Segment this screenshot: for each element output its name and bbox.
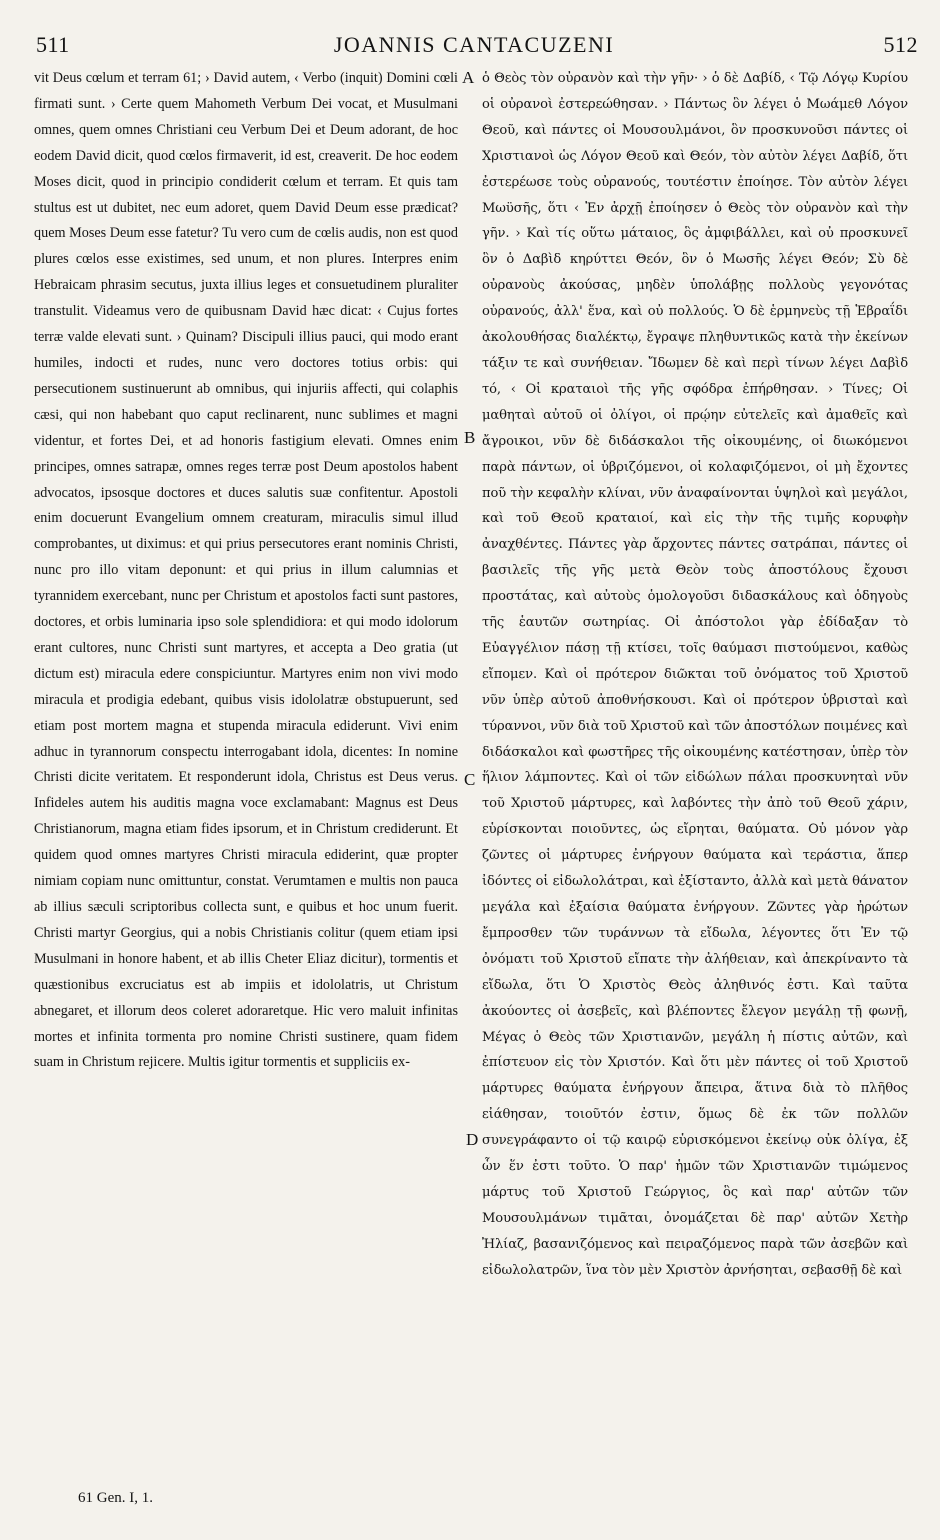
section-marker-a: A xyxy=(462,68,475,87)
section-marker-b: B xyxy=(464,428,476,447)
page-header xyxy=(30,30,918,64)
footnote: 61 Gen. I, 1. xyxy=(78,1490,153,1506)
page-number-right: 512 xyxy=(883,32,918,57)
section-marker-c: C xyxy=(464,770,476,789)
page-number-left: 511 xyxy=(36,32,70,57)
running-title: JOANNIS CANTACUZENI xyxy=(333,32,615,57)
greek-column xyxy=(482,66,908,1454)
section-marker-d: D xyxy=(466,1130,479,1149)
latin-column xyxy=(34,66,458,1454)
greek-text: ὁ Θεὸς τὸν οὐρανὸν καὶ τὴν γῆν· › ὁ δὲ Δαβίδ, ‹ Τῷ Λόγῳ Κυρίου οἱ οὐρανοὶ ἐστερεώθησαν. › Πάντως ὃν λέγει ὁ Μωάμεθ Λόγον Θεοῦ, καὶ πάντες οἱ Μουσουλμάνοι, ὃν προσκυνοῦσι πάντες οἱ Χριστιανοὶ ὡς Λόγον Θεοῦ καὶ Θεόν, τὸν αὐτὸν λέγει Δαβίδ, ὅτι ἐστερέωσε τοὺς οὐρανούς, τουτέστιν ἐποίησε. Τὸν αὐτὸν λέγει Μωϋσῆς, ὅτι ‹ Ἐν ἀρχῇ ἐποίησεν ὁ Θεὸς τὸν οὐρανὸν καὶ τὴν γῆν. › Καὶ τίς οὕτω μάταιος, ὃς ἀμφιβάλλει, καὶ οὐ προσκυνεῖ ὃν ὁ Δαβὶδ κηρύττει Θεόν, ὃν ὁ Μωσῆς λέγει Θεόν; Σὺ δὲ οὐρανοὺς ἀκούσας, μηδὲν ὑπολάβῃς πολλοὺς γεγονότας οὐρανούς, ἀλλ' ἕνα, καὶ οὐ πολλούς. Ὁ δὲ ἑρμηνεὺς τῇ Ἑβραΐδι ἀκολουθήσας διαλέκτῳ, ἔγραψε πληθυντικῶς κατὰ τὴν ἐκείνων τάξιν τε καὶ συνήθειαν. Ἴδωμεν δὲ καὶ περὶ τίνων λέγει Δαβὶδ τό, ‹ Οἱ κραταιοὶ τῆς γῆς σφόδρα ἐπήρθησαν. › Τίνες; Οἱ μαθηταὶ αὐτοῦ οἱ ὀλίγοι, οἱ πρῴην εὐτελεῖς καὶ ἀμαθεῖς καὶ ἄγροικοι, νῦν δὲ διδάσκαλοι τῆς οἰκουμένης, οἱ διωκόμενοι παρὰ πάντων, οἱ ὑβριζόμενοι, οἱ κολαφιζόμενοι, οἱ μὴ ἔχοντες ποῦ τὴν κεφαλὴν κλίναι, νῦν ἀναφαίνονται ὑψηλοὶ καὶ μεγάλοι, καὶ τοῦ Θεοῦ κραταιοί, καὶ εἰς τὴν τῆς τιμῆς κορυφὴν ἀναχθέντες. Πάντες γὰρ ἄρχοντες πάντες σατράπαι, πάντες οἱ βασιλεῖς τῆς γῆς μετὰ Θεὸν τοὺς ἀποστόλους ἔχουσι προστάτας, καὶ αὐτοὺς ὁμολογοῦσι διδασκάλους καὶ ὁδηγοὺς τῆς ἑαυτῶν σωτηρίας. Οἱ ἀπόστολοι γὰρ ἐδίδαξαν τὸ Εὐαγγέλιον πάσῃ τῇ κτίσει, τοῖς θαύμασι πιστούμενοι, καθὼς εἴπομεν. Καὶ οἱ πρότερον διῶκται τοῦ ὀνόματος τοῦ Χριστοῦ νῦν ὑπὲρ αὐτοῦ ἀποθνήσκουσι. Καὶ οἱ πρότερον ὑβρισταὶ καὶ τύραννοι, νῦν διὰ τοῦ Χριστοῦ καὶ τῶν ἀποστόλων ποιμένες καὶ διδάσκαλοι καὶ φωστῆρες τῆς οἰκουμένης κατέστησαν, ὑπὲρ τὸν ἥλιον λάμποντες. Καὶ οἱ τῶν εἰδώλων πάλαι προσκυνηταὶ νῦν τοῦ Χριστοῦ μάρτυρες, καὶ λαβόντες τὴν ἀπὸ τοῦ Θεοῦ χάριν, εὑρίσκονται ποιοῦντες, ὡς εἴρηται, θαύματα. Οὐ μόνον γὰρ ζῶντες οἱ μάρτυρες ἐνήργουν θαύματα καὶ τεράστια, ἅπερ ἰδόντες οἱ εἰδωλολάτραι, καὶ ἐξίσταντο, ἀλλὰ καὶ μετὰ θάνατον μεγάλα καὶ ἐξαίσια θαύματα ἐνήργουν. Ζῶντες γὰρ ἠρώτων ἔμπροσθεν τῶν τυράννων τὰ εἴδωλα, λέγοντες ὅτι Ἐν τῷ ὀνόματι τοῦ Χριστοῦ εἴπατε τὴν ἀλήθειαν, καὶ ἀπεκρίναντο τὰ εἴδωλα, ὅτι Ὁ Χριστὸς Θεὸς ἀληθινός ἐστι. Καὶ ταῦτα ἀκούοντες οἱ ἀσεβεῖς, καὶ βλέποντες ἔλεγον μεγάλῃ τῇ φωνῇ, Μέγας ὁ Θεὸς τῶν Χριστιανῶν, μεγάλη ἡ πίστις αὐτῶν, καὶ ἐπίστευον εἰς τὸν Χριστόν. Καὶ ὅτι μὲν πάντες οἱ τοῦ Χριστοῦ μάρτυρες θαύματα ἐνήργουν ἄπειρα, ἅτινα διὰ τὸ πλῆθος εἰάθησαν, τοιοῦτόν ἐστιν, ὅμως δὲ ἐκ τῶν πολλῶν συνεγράφαντο οἱ τῷ καιρῷ εὑρισκόμενοι ἐκείνῳ οὐκ ὀλίγα, ἐξ ὧν ἕν ἐστι τοῦτο. Ὁ παρ' ἡμῶν τῶν Χριστιανῶν τιμώμενος μάρτυς τοῦ Χριστοῦ Γεώργιος, ὃς καὶ παρ' αὐτῶν τῶν Μουσουλμάνων τιμᾶται, ὀνομάζεται δὲ παρ' αὐτῶν Χετὴρ Ἠλίαζ, βασανιζόμενος καὶ πειραζόμενος παρὰ τῶν ἀσεβῶν καὶ εἰδωλολατρῶν, ἵνα τὸν μὲν Χριστὸν ἀρνήσηται, σεβασθῇ δὲ καὶ xyxy=(482,71,908,1278)
latin-text: vit Deus cœlum et terram 61; › David autem, ‹ Verbo (inquit) Domini cœli firmati sunt. › Certe quem Mahometh Verbum Dei vocat, et Musulmani omnes, quem omnes Christiani ceu Verbum Dei et Deum adorant, de hoc eodem David dicit, quod cœlos firmaverit, id est, creaverit. De hoc eodem Moses dicit, quod in principio condiderit cœlum et terram. Et quis tam stultus est ut dubitet, nec eum adoret, quem David Deum esse prædicat? quem Moses Deum esse fatetur? Tu vero cum de cœlis audis, non est quod plures cœlos esse existimes, sed unum, et non plures. Interpres enim Hebraicam phrasim secutus, juxta illius leges et consuetudinem pluraliter transtulit. Videamus vero de quibusnam David hæc dicat: ‹ Cujus fortes terræ valde elevati sunt. › Quinam? Discipuli illius pauci, qui modo erant humiles, indocti et rudes, nunc vero doctores totius orbis: qui persecutionem sustinuerunt ab omnibus, qui injuriis affecti, qui colaphis cæsi, qui non habebant quo caput reclinarent, nunc sublimes et magni videntur, et fortes Dei, et ad honoris fastigium elevati. Omnes enim principes, omnes satrapæ, omnes reges terræ post Deum apostolos habent advocatos, ipsosque doctores et duces salutis suæ confitentur. Apostoli enim docuerunt Evangelium omnem creaturam, miraculis simul illud comprobantes, ut diximus: et qui prius persecutores erant nominis Christi, nunc pro illo vitam deponunt: et qui prius in illum calumnias et tyrannidem exercebant, nunc per Christum et apostolos facti sunt pastores, doctores, et orbis luminaria ipso sole splendidiora: et qui modo idolorum erant cultores, nunc Christi sunt martyres, et accepta a Deo gratia (ut dictum est) miracula edere conspiciuntur. Martyres enim non vivi modo miracula et prodigia edebant, quibus visis idololatræ obstupuerunt, sed etiam post mortem magna et stupenda miracula ediderunt. Vivi enim adhuc in tyrannorum conspectu interrogabant idola, dicentes: In nomine Christi dicite veritatem. Et responderunt idola, Christus est Deus verus. Infideles autem his auditis magna voce exclamabant: Magnus est Deus Christianorum, magna etiam fides ipsorum, et in Christum crediderunt. Et quidem quod omnes martyres Christi miracula ediderint, quæ propter nimiam copiam nunc omittuntur, constat. Verumtamen e multis non pauca ab illius sæculi scriptoribus collecta sunt, e quibus et hoc unum fuerit. Christi martyr Georgius, qui a nobis Christianis colitur (quem etiam ipsi Musulmani in honore habent, et ab illis Cheter Eliaz dicitur), tormentis et quæstionibus excruciatus est ab impiis et idololatris, ut Christum abnegaret, et illorum deos coleret adoraretque. Hic vero maluit infinitas mortes et infinita tormenta pro nomine Christi sustinere, quam fidem suam in Christum rejicere. Multis igitur tormentis et suppliciis ex- xyxy=(34,70,458,1071)
